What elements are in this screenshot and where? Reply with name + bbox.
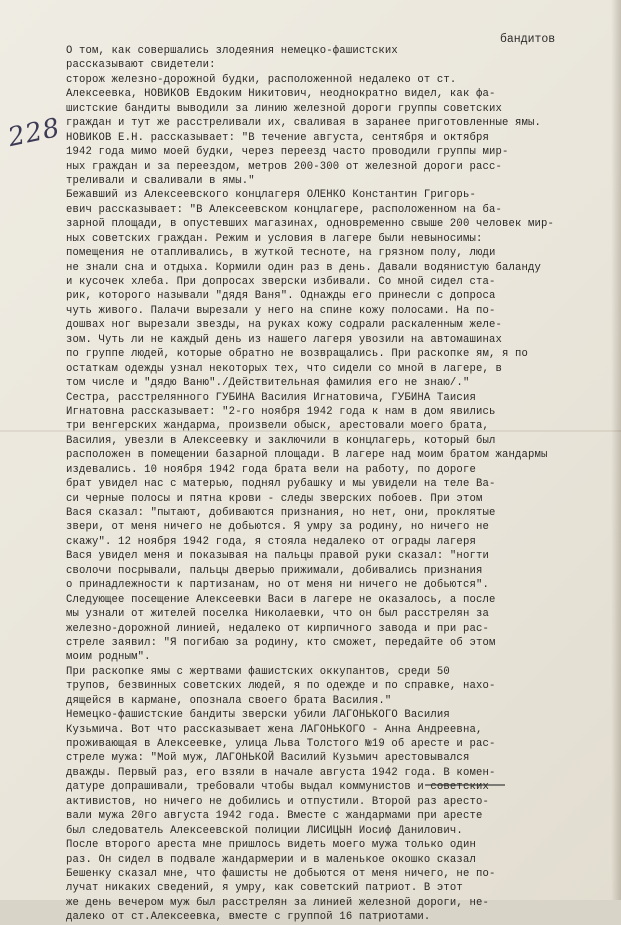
text-line: не знали сна и отдыха. Кормили один раз в день. Давали водянистую баланду [66,261,542,274]
text-line: расположен в помещении базарной площади. В лагере над моим братом жандармы [66,449,548,462]
text-line: скажу". 12 ноября 1942 года, я стояла недалеко от ограды лагеря [66,535,476,548]
text-line: о принадлежности к партизанам, но от меня ни ничего не добьются". [66,579,489,592]
text-line: рик, которого называли "дядя Ваня". Однажды его принесли с допроса [66,290,496,303]
text-line: 1942 года мимо моей будки, через переезд часто проводили группы мир- [66,146,509,159]
text-line: Кузьмича. Вот что рассказывает жена ЛАГОНЬКОГО - Анна Андреевна, [66,723,483,736]
text-line: по группе людей, которые обратно не возвращались. При раскопке ям, я по [66,348,529,361]
text-line: Немецко-фашистские бандиты зверски убили ЛАГОНЬКОГО Василия [66,709,450,722]
text-line: При раскопке ямы с жертвами фашистских оккупантов, среди 50 [66,665,450,678]
text-line: звери, от меня ничего не добьются. Я умру за родину, но ничего не [66,521,489,534]
handwritten-page-number: 228 [5,112,64,154]
header-fragment: бандитов [500,33,556,46]
text-line: О том, как совершались злодеяния немецко-фашистских [66,45,398,57]
text-line: остаткам одежды узнал некоторых тех, что сидели со мной в лагере, в [66,362,502,375]
text-line: ных граждан и за переездом, метров 200-300 от железной дороги расс- [66,160,502,173]
text-line: вали мужа 20го августа 1942 года. Вместе с жандармами при аресте [66,810,483,823]
text-line: активистов, но ничего не добились и отпустили. Второй раз аресто- [66,795,489,808]
text-line: зом. Чуть ли не каждый день из нашего лагеря увозили на автомашинах [66,333,502,346]
text-line: дважды. Первый раз, его взяли в начале августа 1942 года. В комен- [66,766,496,779]
text-line: После второго ареста мне пришлось видеть моего мужа только один [66,839,476,852]
text-line: зарной площади, в опустевших магазинах, одновременно свыше 200 человек мир- [66,218,555,231]
text-line: брат увидел нас с матерью, поднял рубашку и мы увидели на теле Ва- [66,478,496,491]
text-line: Василия, увезли в Алексеевку и заключили в концлагерь, который был [66,434,496,447]
text-line: Бешенку сказал мне, что фашисты не добьются от меня ничего, не по- [66,867,496,880]
text-line: ных советских граждан. Режим и условия в лагере были невыносимы: [66,232,483,245]
text-line: Алексеевка, НОВИКОВ Евдоким Никитович, неоднократно видел, как фа- [66,88,496,101]
text-line: Следующее посещение Алексеевки Васи в лагере не оказалось, а после [66,593,496,606]
text-line: евич рассказывает: "В Алексеевском концлагере, расположенном на ба- [66,203,502,216]
text-line: стреле заявил: "Я погибаю за родину, кто сможет, передайте об этом [66,636,496,649]
text-line: Вася увидел меня и показывая на пальцы правой руки сказал: "ногти [66,550,489,563]
text-line: треливали и сваливали в ямы." [66,174,255,187]
text-line: сторож железно-дорожной будки, расположенной недалеко от ст. [66,73,457,86]
text-line: Игнатовна рассказывает: "2-го ноября 1942 года к нам в дом явились [66,405,496,418]
text-line: НОВИКОВ Е.Н. рассказывает: "В течение августа, сентября и октября [66,131,489,144]
text-line: лучат никаких сведений, я умру, как советский патриот. В этот [66,882,463,895]
text-line: датуре допрашивали, требовали чтобы выдал коммунистов и советских [66,781,489,794]
typewritten-body [66,44,614,925]
text-line: чуть живого. Палачи вырезали у него на спине кожу полосами. На по- [66,304,496,317]
underline-mark [425,770,505,786]
text-line: раз. Он сидел в подвале жандармерии и в маленькое окошко сказал [66,853,476,866]
text-line: стреле мужа: "Мой муж, ЛАГОНЬКОЙ Василий Кузьмич арестовывался [66,752,470,765]
text-line: том числе и "дядю Ваню"./Действительная фамилия его не знаю/." [66,377,470,390]
text-line: помещения не отапливались, в жуткой тесноте, на грязном полу, люди [66,247,496,260]
text-line: дошвах ног вырезали звезды, на руках кожу содрали раскаленным желе- [66,319,502,332]
text-line: Бежавший из Алексеевского концлагеря ОЛЕНКО Константин Григорь- [66,189,476,202]
text-line: издевались. 10 ноября 1942 года брата вели на работу, по дороге [66,463,476,476]
text-line: дящейся в кармане, опознала своего брата Василия." [66,694,392,707]
text-line: Вася сказал: "пытают, добиваются признания, но нет, они, проклятые [66,507,496,519]
text-line: рассказывают свидетели: [66,59,216,72]
text-line: си черные полосы и пятна крови - следы зверских побоев. При этом [66,492,483,505]
text-line: мы узнали от жителей поселка Николаевки, что он был расстрелян за [66,608,489,621]
text-line: проживающая в Алексеевке, улица Льва Толстого №19 об аресте и рас- [66,738,496,750]
text-line: железно-дорожной линией, недалеко от кирпичного завода и при рас- [66,622,489,635]
text-line: шистские бандиты выводили за линию железной дороги группы советских [66,102,502,115]
text-line: граждан и тут же расстреливали их, сваливая в заранее приготовленные ямы. [66,117,542,130]
text-line: был следователь Алексеевской полиции ЛИСИЦЫН Иосиф Данилович. [66,824,463,837]
text-line: далеко от ст.Алексеевка, вместе с группой 16 патриотами. [66,911,431,924]
text-line: трупов, безвинных советских людей, я по одежде и по справке, нахо- [66,680,496,693]
text-line: моим родным". [66,651,151,664]
text-line: же день вечером муж был расстрелян за линией железной дороги, не- [66,896,489,909]
text-line: и кусочек хлеба. При допросах зверски избивали. Со мной сидел ста- [66,276,496,288]
text-line: Сестра, расстрелянного ГУБИНА Василия Игнатовича, ГУБИНА Таисия [66,391,476,404]
text-line: три венгерских жандарма, произвели обыск, арестовали моего брата, [66,420,489,433]
text-line: сволочи посрывали, пальцы дверью прижимали, добивались признания [66,564,483,577]
